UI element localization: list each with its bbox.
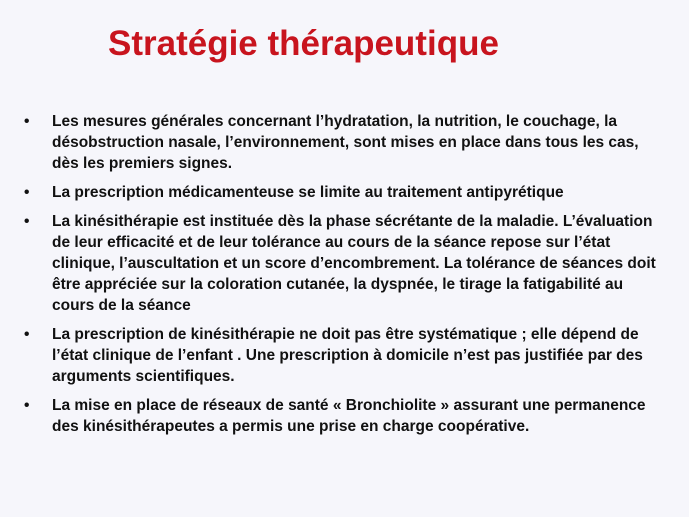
bullet-icon: • <box>24 326 30 343</box>
list-item <box>22 182 662 203</box>
bullet-icon: • <box>24 397 30 414</box>
list-item <box>22 111 662 174</box>
bullet-text: La mise en place de réseaux de santé « Bronchiolite » assurant une permanence des kinésithérapeutes a permis une prise en charge coopérative. <box>52 397 646 435</box>
bullet-icon: • <box>24 184 30 201</box>
bullet-icon: • <box>24 213 30 230</box>
list-item <box>22 324 662 387</box>
bullet-list <box>22 111 662 445</box>
bullet-text: Les mesures générales concernant l’hydratation, la nutrition, le couchage, la désobstruction nasale, l’environnement, sont mises en place dans tous les cas, dès les premiers signes. <box>52 113 639 172</box>
list-item <box>22 211 662 316</box>
bullet-text: La kinésithérapie est instituée dès la phase sécrétante de la maladie. L’évaluation de leur efficacité et de leur tolérance au cours de la séance repose sur l’état clinique, l’auscultation et un score d’encombrement. La tolérance de séances doit être appréciée sur la coloration cutanée, la dyspnée, le tirage la fatigabilité au cours de la séance <box>52 213 656 314</box>
slide-title: Stratégie thérapeutique <box>108 24 499 63</box>
bullet-icon: • <box>24 113 30 130</box>
list-item <box>22 395 662 437</box>
bullet-text: La prescription médicamenteuse se limite au traitement antipyrétique <box>52 184 564 201</box>
bullet-text: La prescription de kinésithérapie ne doit pas être systématique ; elle dépend de l’état clinique de l’enfant . Une prescription à domicile n’est pas justifiée par des arguments scientifiques. <box>52 326 643 385</box>
